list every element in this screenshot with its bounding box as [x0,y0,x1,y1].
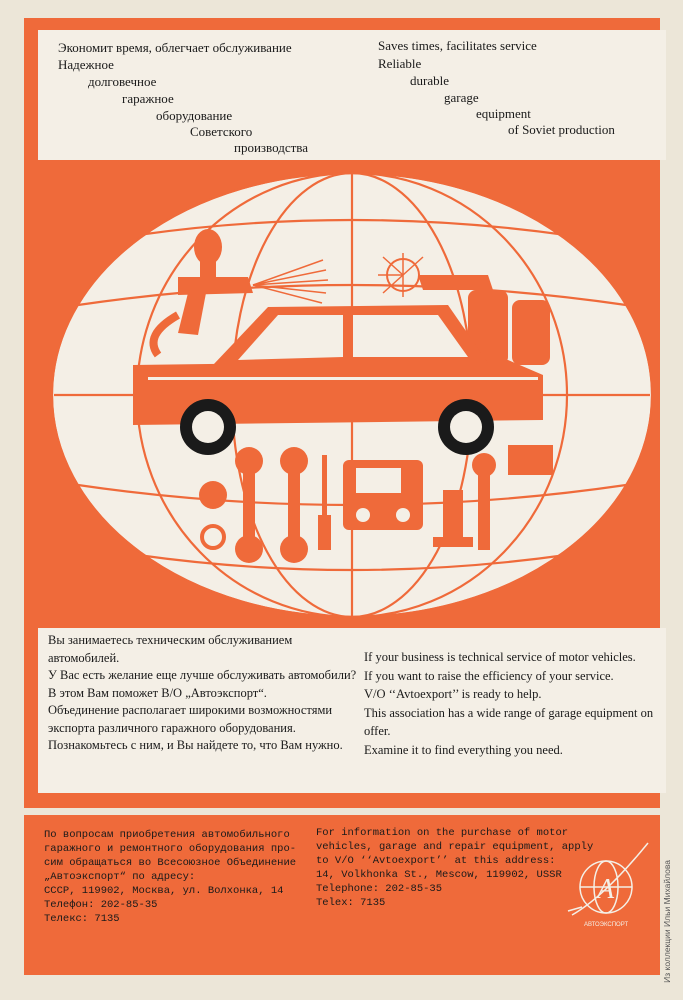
collection-note-text: Из коллекции Ильи Михайлова [662,860,672,983]
en-paragraph: If your business is technical service of motor vehicles. [364,650,636,664]
ru-paragraph: Вы занимаетесь техническим обслуживанием автомобилей. [48,633,293,665]
en-slogan-line: Saves times, facilitates service [378,38,537,53]
ru-paragraph: Познакомьтесь с ним, и Вы найдете то, что Вам нужно. [48,738,343,752]
en-paragraph: V/O ‘‘Avtoexport’’ is ready to help. [364,687,542,701]
en-slogan-line: durable [410,73,449,88]
ru-contact-line: гаражного и ремонтного оборудования про- [44,843,297,855]
ru-contact-line: Телекс: 7135 [44,913,120,925]
en-paragraph: If you want to raise the efficiency of your service. [364,668,614,683]
ru-slogan-line: Надежное [58,57,114,72]
en-slogan-line: Reliable [378,56,422,71]
ru-slogan-line: гаражное [122,91,174,106]
ru-slogan-line: производства [234,140,309,155]
contact-footer [24,815,660,975]
ru-paragraph: В этом Вам поможет В/О „Автоэкспорт“. [48,685,267,700]
ru-contact-line: сим обращаться во Всесоюзное Объединение [44,857,297,869]
en-paragraph: Examine it to find everything you need. [364,742,563,757]
en-contact-line: to V/O ‘‘Avtoexport’’ at this address: [316,855,556,867]
en-slogan-line: garage [444,90,479,105]
logo-caption: АВТОЭКСПОРТ [584,922,629,928]
en-body [364,648,654,759]
ru-contact-line: Телефон: 202-85-35 [44,899,158,911]
body-text-panel [38,628,666,793]
en-contact-line: Telex: 7135 [316,897,386,909]
ru-slogan-line: Экономит время, облегчает обслуживание [58,40,292,55]
ru-paragraph: Объединение располагает широкими возможностями экспорта различного гаражного оборудования. [48,703,333,735]
ru-slogan-line: долговечное [88,74,157,89]
ru-contact-line: По вопросам приобретения автомобильного [44,829,290,841]
ru-contact-line: „Автоэкспорт“ по адресу: [44,871,196,883]
logo-letter: A [597,874,615,905]
ru-slogan-line: Советского [190,124,253,139]
en-slogan-line: equipment [476,106,531,121]
en-slogan-line: of Soviet production [508,122,615,137]
en-contact-line: 14, Volkhonka St., Mescow, 119902, USSR [316,869,562,881]
tester-device-icon [343,460,423,530]
en-contact-line: Telephone: 202-85-35 [316,883,443,895]
en-contact-line: vehicles, garage and repair equipment, apply [316,841,594,853]
slogan-panel [38,30,666,160]
ru-body [48,632,358,755]
ru-paragraph: У Вас есть желание еще лучше обслуживать автомобили? [48,668,357,682]
globe-illustration [38,165,666,625]
ru-contact-line: СССР, 119902, Москва, ул. Волхонка, 14 [44,885,284,897]
avtoexport-logo [564,837,654,932]
collection-note [662,860,676,990]
ru-slogan-line: оборудование [156,108,233,123]
en-paragraph: This association has a wide range of garage equipment on offer. [364,705,654,738]
en-contact-line: For information on the purchase of motor [316,827,569,839]
